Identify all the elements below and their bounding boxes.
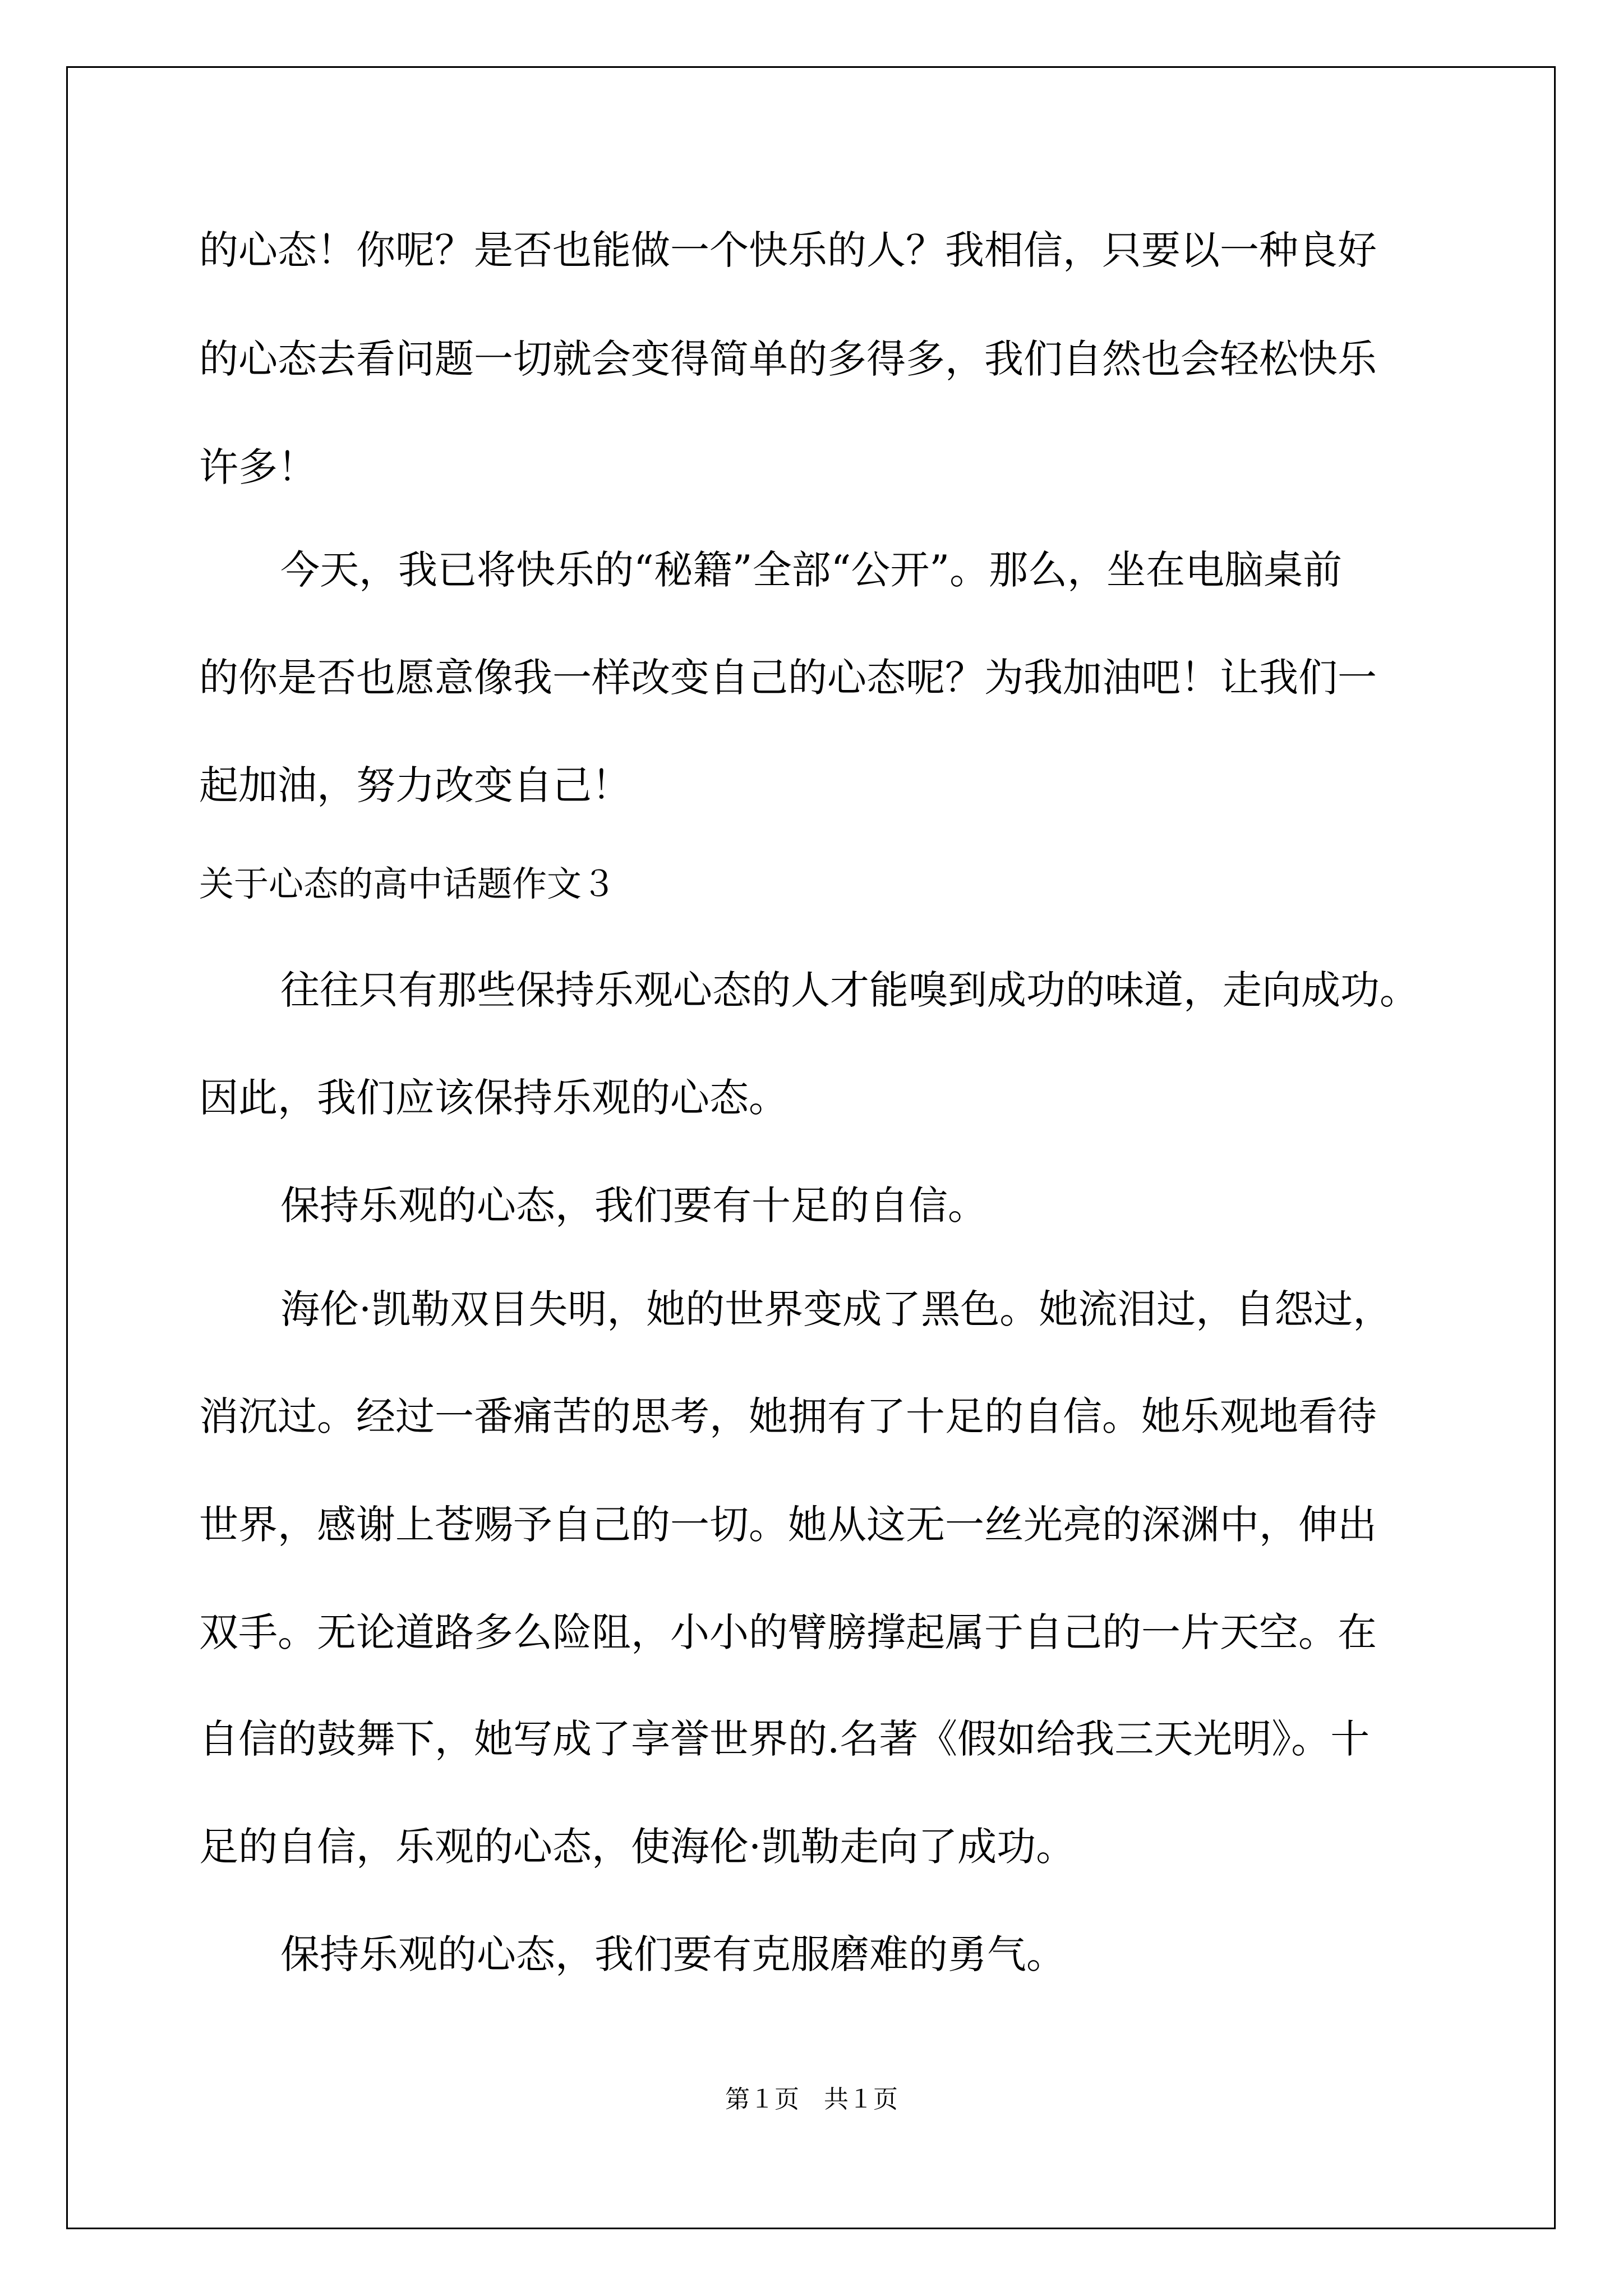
text-line: 足的自信，乐观的心态，使海伦·凯勒走向了成功。 bbox=[199, 1824, 1076, 1870]
text-line: 往往只有那些保持乐观心态的人才能嗅到成功的味道，走向成功。 bbox=[280, 967, 1419, 1013]
text-line: 双手。无论道路多么险阻，小小的臂膀撑起属于自己的一片天空。在 bbox=[199, 1609, 1377, 1655]
text-line: 消沉过。经过一番痛苦的思考，她拥有了十足的自信。她乐观地看待 bbox=[199, 1393, 1377, 1439]
text-line: 保持乐观的心态，我们要有克服磨难的勇气。 bbox=[280, 1931, 1066, 1977]
text-line: 的心态！你呢？是否也能做一个快乐的人？我相信，只要以一种良好 bbox=[199, 227, 1377, 273]
text-line: 的心态去看问题一切就会变得简单的多得多，我们自然也会轻松快乐 bbox=[199, 336, 1377, 382]
text-line: 许多！ bbox=[199, 444, 317, 490]
text-line: 因此，我们应该保持乐观的心态。 bbox=[199, 1075, 788, 1121]
section-heading: 关于心态的高中话题作文３ bbox=[199, 863, 617, 904]
text-line: 海伦·凯勒双目失明，她的世界变成了黑色。她流泪过，自怨过， bbox=[280, 1286, 1393, 1332]
text-line: 世界，感谢上苍赐予自己的一切。她从这无一丝光亮的深渊中，伸出 bbox=[199, 1502, 1377, 1548]
page-number: 第１页 共１页 bbox=[725, 2085, 898, 2114]
text-line: 自信的鼓舞下，她写成了享誉世界的.名著《假如给我三天光明》。十 bbox=[199, 1716, 1370, 1762]
text-line: 保持乐观的心态，我们要有十足的自信。 bbox=[280, 1182, 987, 1228]
text-line: 起加油，努力改变自己！ bbox=[199, 762, 631, 808]
page-border bbox=[66, 66, 1556, 2229]
text-line: 今天，我已将快乐的“秘籍”全部“公开”。那么，坐在电脑桌前 bbox=[280, 547, 1343, 593]
text-line: 的你是否也愿意像我一样改变自己的心态呢？为我加油吧！让我们一 bbox=[199, 655, 1377, 701]
